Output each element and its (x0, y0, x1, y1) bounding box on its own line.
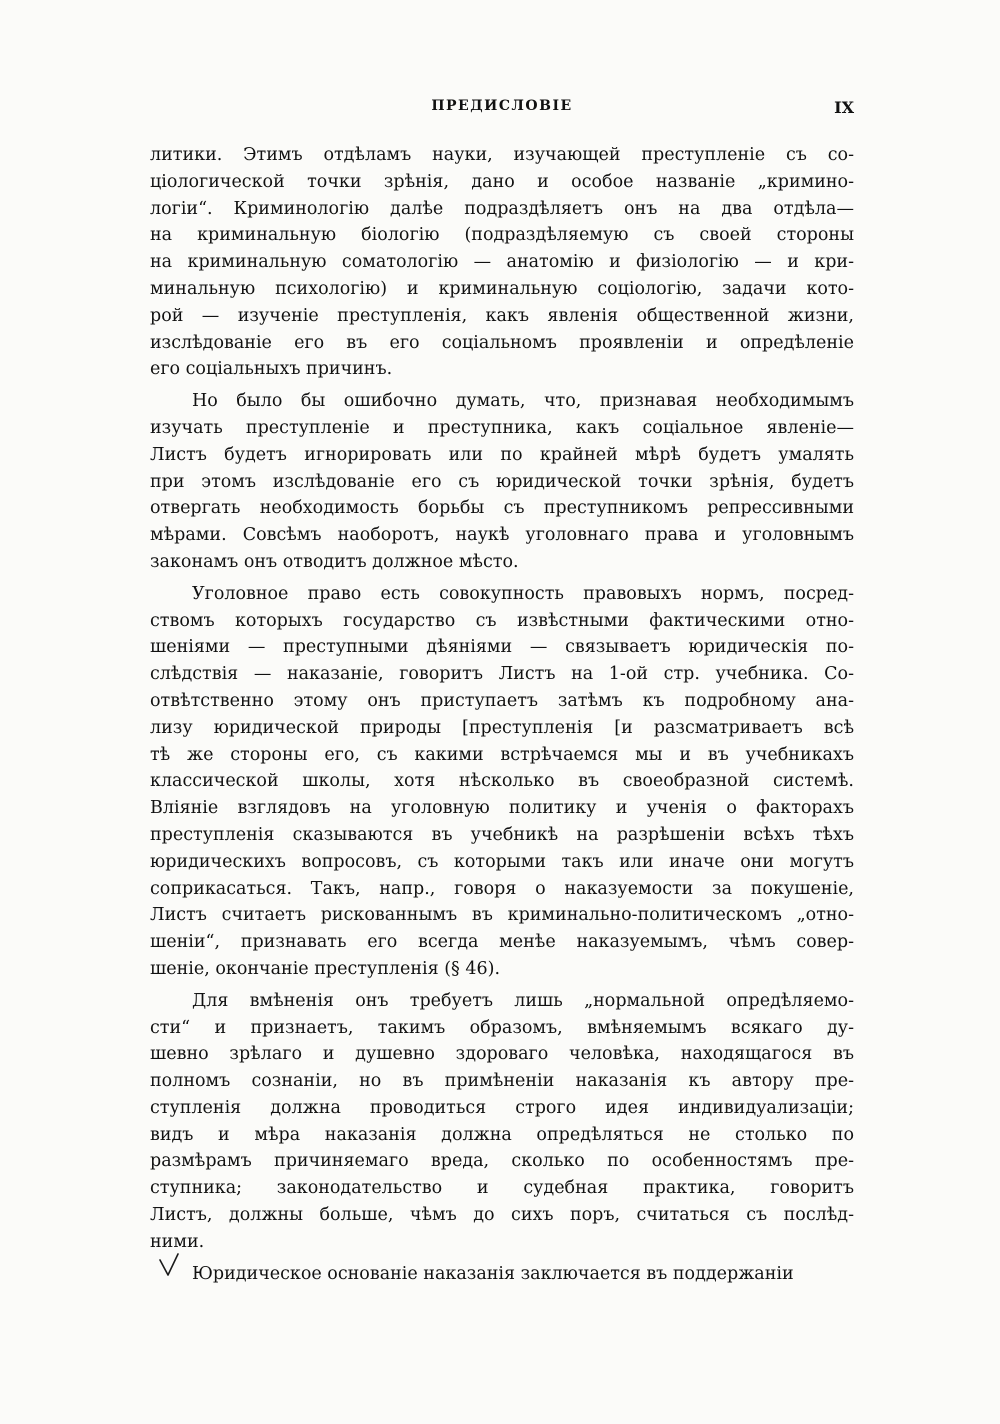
text-line: мѣрами. Совсѣмъ наоборотъ, наукѣ уголовнаго права и уголовнымъ (150, 525, 854, 546)
text-line: Вліяніе взглядовъ на уголовную политику и ученія о факторахъ (150, 798, 854, 819)
text-line: изслѣдованіе его въ его соціальномъ проявленіи и опредѣленіе (150, 332, 854, 353)
text-line: отвѣтственно этому онъ приступаетъ затѣмъ къ подробному ана- (150, 690, 854, 711)
text-line: на криминальную соматологію — анатомію и физіологію — и кри- (150, 252, 854, 273)
paragraph (150, 142, 854, 383)
text-line: логіи“. Криминологію далѣе подраздѣляетъ онъ на два отдѣла— (150, 198, 854, 219)
text-line: Листъ будетъ игнорировать или по крайней мѣрѣ будетъ умалять (150, 444, 854, 465)
text-line: лизу юридической природы [преступленія [и разсматриваетъ всѣ (150, 717, 854, 738)
text-line: видъ и мѣра наказанія должна опредѣляться не столько по (150, 1124, 854, 1145)
text-line: соприкасаться. Такъ, напр., говоря о наказуемости за покушеніе, (150, 878, 854, 899)
text-line: шеніе, окончаніе преступленія (§ 46). (150, 958, 501, 979)
text-line: сти“ и признаетъ, такимъ образомъ, вмѣняемымъ всякаго ду- (150, 1017, 854, 1038)
text-line: на криминальную біологію (подраздѣляемую съ своей стороны (150, 225, 854, 246)
text-line: Листъ, должны больше, чѣмъ до сихъ поръ, считаться съ послѣд- (150, 1205, 854, 1226)
running-title: ПРЕДИСЛОВІЕ (431, 98, 573, 114)
text-line: юридическихъ вопросовъ, съ которыми такъ или иначе они могутъ (150, 851, 854, 872)
text-line: преступленія сказываются въ учебникѣ на разрѣшеніи всѣхъ тѣхъ (150, 824, 854, 845)
paragraph (150, 1261, 854, 1288)
text-line: ними. (150, 1231, 205, 1252)
text-line: изучать преступленіе и преступника, какъ соціальное явленіе— (150, 417, 854, 438)
text-line: литики. Этимъ отдѣламъ науки, изучающей преступленіе съ со- (150, 145, 854, 165)
text-line: слѣдствія — наказаніе, говоритъ Листъ на 1-ой стр. учебника. Со- (150, 664, 854, 685)
text-line: тѣ же стороны его, съ какими встрѣчаемся мы и въ учебникахъ (150, 744, 854, 765)
text-line: ціологической точки зрѣнія, дано и особое названіе „кримино- (150, 171, 854, 192)
handwritten-check-mark-icon (158, 1252, 180, 1278)
text-line: ступленія должна проводиться строго идея индивидуализаціи; (150, 1097, 854, 1118)
text-line: шевно зрѣлаго и душевно здороваго человѣка, находящагося въ (150, 1044, 854, 1065)
paragraph (150, 581, 854, 983)
text-line: рой — изученіе преступленія, какъ явленія общественной жизни, (150, 305, 854, 326)
text-line: классической школы, хотя нѣсколько въ своеобразной системѣ. (150, 771, 854, 792)
text-line: при этомъ изслѣдованіе его съ юридической точки зрѣнія, будетъ (150, 471, 854, 492)
text-line: Уголовное право есть совокупность правовыхъ нормъ, посред- (192, 583, 854, 604)
text-line: Для вмѣненія онъ требуетъ лишь „нормальной опредѣляемо- (192, 990, 854, 1011)
text-line: Но было бы ошибочно думать, что, признавая необходимымъ (192, 391, 854, 412)
text-line: Листъ считаетъ рискованнымъ въ криминально-политическомъ „отно- (150, 905, 854, 926)
running-header (150, 98, 854, 122)
text-line: шеніи“, признавать его всегда менѣе наказуемымъ, чѣмъ совер- (150, 932, 854, 953)
text-line: минальную психологію) и криминальную соціологію, задачи кото- (150, 278, 854, 299)
text-line: размѣрамъ причиняемаго вреда, сколько по особенностямъ пре- (150, 1151, 854, 1172)
page-body (150, 142, 854, 1287)
paragraph (150, 388, 854, 576)
text-line: его соціальныхъ причинъ. (150, 359, 393, 380)
text-line: ствомъ которыхъ государство съ извѣстными фактическими отно- (150, 610, 854, 631)
text-line: отвергать необходимость борьбы съ преступникомъ репрессивными (150, 498, 854, 519)
text-line: законамъ онъ отводитъ должное мѣсто. (150, 551, 519, 572)
text-line: шеніями — преступными дѣяніями — связываетъ юридическія по- (150, 637, 854, 658)
page-number: IX (834, 98, 854, 117)
paragraph (150, 988, 854, 1256)
text-line: Юридическое основаніе наказанія заключается въ поддержаніи (192, 1263, 794, 1284)
text-line: ступника; законодательство и судебная практика, говоритъ (150, 1178, 854, 1199)
text-line: полномъ сознаніи, но въ примѣненіи наказанія къ автору пре- (150, 1071, 854, 1092)
